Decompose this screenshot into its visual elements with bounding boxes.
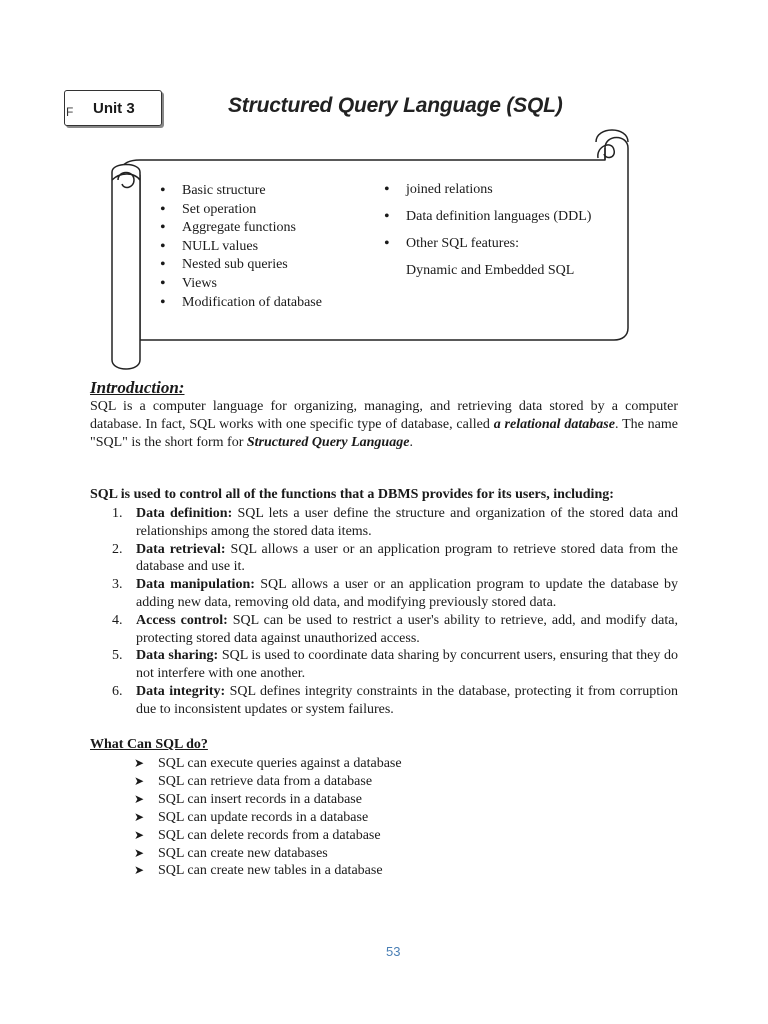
list-item: • Nested sub queries xyxy=(158,256,322,275)
item-text: SQL allows a user or an application program to update the database by adding new data, removing old data, and modifying previously stored data. xyxy=(136,577,678,610)
list-item xyxy=(90,505,678,541)
item-text: SQL allows a user or an application program to retrieve stored data from the database and use it. xyxy=(136,541,678,575)
page-number: 53 xyxy=(386,944,401,959)
item-number: 4. xyxy=(112,612,123,628)
topics-list-right xyxy=(382,181,591,280)
item-text: SQL can be used to restrict a user's ability to retrieve, add, and modify data, protecting stored data against unauthorized access. xyxy=(136,612,678,646)
intro-text: . The name "SQL" is the short form for xyxy=(90,417,678,450)
list-item xyxy=(134,845,402,863)
list-item: • NULL values xyxy=(158,238,322,257)
list-item-text: SQL can delete records from a database xyxy=(158,827,381,843)
list-item xyxy=(134,827,402,845)
item-term: Data integrity: xyxy=(136,683,226,699)
list-item: • joined relations xyxy=(382,181,591,199)
item-text: SQL lets a user define the structure and organization of the stored data and relationships among the stored data items. xyxy=(136,506,679,539)
intro-paragraph xyxy=(90,398,678,452)
list-item xyxy=(134,755,402,773)
item-number: 5. xyxy=(112,648,123,664)
list-item-text: SQL can execute queries against a database xyxy=(158,756,402,771)
item-text: SQL defines integrity constraints in the database, protecting it from corruption due to inconsistent updates or system failures. xyxy=(136,683,678,717)
unit-label: Unit 3 xyxy=(93,100,135,117)
item-term: Data manipulation: xyxy=(136,577,255,593)
list-item xyxy=(90,576,678,612)
list-item xyxy=(90,541,678,577)
list-item-text: SQL can retrieve data from a database xyxy=(158,773,373,789)
intro-emphasis: a relational database xyxy=(493,417,615,432)
arrow-bullet-icon: ➤ xyxy=(134,756,145,770)
list-item: • Views xyxy=(158,275,322,294)
item-number: 2. xyxy=(112,541,123,557)
what-can-heading: What Can SQL do? xyxy=(90,737,208,752)
intro-text: SQL is a computer language for organizing, managing, and retrieving data stored by a computer database. In fact, SQL works with one specific type of database, called xyxy=(90,399,678,432)
intro-text: . xyxy=(409,435,413,450)
list-item: • Aggregate functions xyxy=(158,219,322,238)
list-item-continuation: Dynamic and Embedded SQL xyxy=(406,263,575,278)
uses-heading: SQL is used to control all of the functions that a DBMS provides for its users, including: xyxy=(90,487,614,502)
intro-heading: Introduction: xyxy=(90,378,185,397)
arrow-bullet-icon: ➤ xyxy=(134,809,145,824)
item-term: Data retrieval: xyxy=(136,541,226,557)
item-term: Data sharing: xyxy=(136,648,219,664)
list-item xyxy=(134,773,402,791)
item-number: 3. xyxy=(112,577,123,593)
list-item-text: SQL can update records in a database xyxy=(158,809,369,825)
page-title: Structured Query Language (SQL) xyxy=(228,94,563,117)
list-item xyxy=(90,683,678,719)
intro-emphasis: Structured Query Language xyxy=(246,435,410,450)
arrow-bullet-icon: ➤ xyxy=(134,791,145,806)
list-item-text: SQL can create new tables in a database xyxy=(158,863,383,879)
item-term: Data definition: xyxy=(136,506,233,521)
arrow-bullet-icon: ➤ xyxy=(134,773,145,788)
list-item: • Data definition languages (DDL) xyxy=(382,208,591,226)
list-item xyxy=(134,791,402,809)
list-item xyxy=(134,862,402,880)
list-item-text: SQL can insert records in a database xyxy=(158,791,362,807)
list-item-text: SQL can create new databases xyxy=(158,845,328,861)
arrow-bullet-icon: ➤ xyxy=(134,827,145,842)
list-item: • Other SQL features: xyxy=(382,235,591,253)
list-item xyxy=(90,612,678,648)
list-item: • Basic structure xyxy=(158,182,322,201)
item-text: SQL is used to coordinate data sharing by concurrent users, ensuring that they do not interfere with one another. xyxy=(136,648,678,682)
list-item: • Set operation xyxy=(158,201,322,220)
uses-list xyxy=(90,505,678,719)
list-item: • Modification of database xyxy=(158,294,322,313)
unit-marker: F xyxy=(66,105,74,119)
item-number: 1. xyxy=(112,506,123,521)
what-can-list xyxy=(134,755,402,880)
item-term: Access control: xyxy=(136,612,228,628)
arrow-bullet-icon: ➤ xyxy=(134,845,145,860)
item-number: 6. xyxy=(112,683,123,699)
topics-list-left xyxy=(158,182,322,312)
list-item xyxy=(134,809,402,827)
arrow-bullet-icon: ➤ xyxy=(134,863,145,878)
list-item xyxy=(90,647,678,683)
